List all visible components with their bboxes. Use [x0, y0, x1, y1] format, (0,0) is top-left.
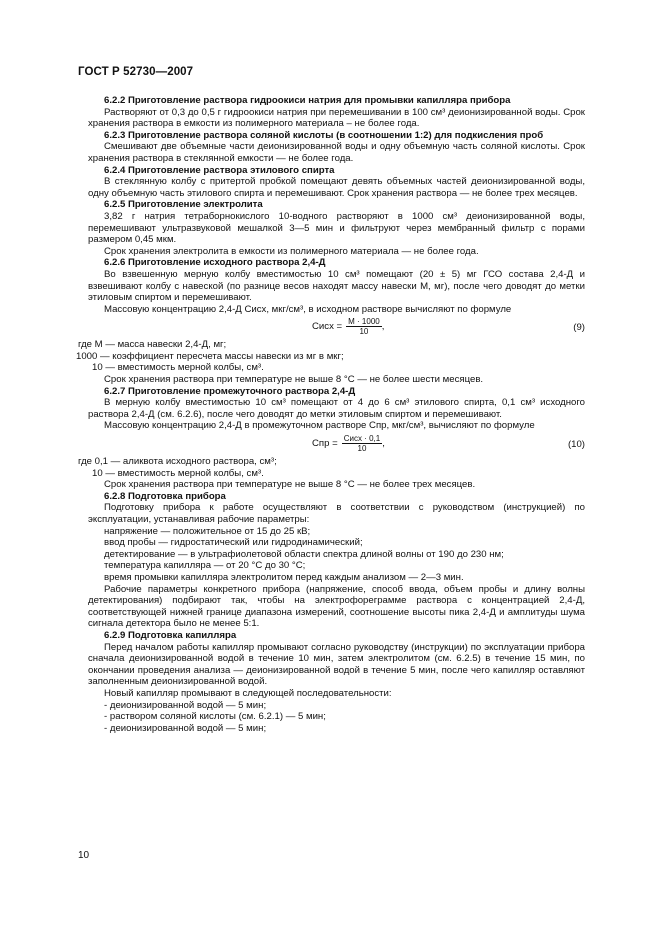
sequence-item: - деионизированной водой — 5 мин; [104, 722, 267, 734]
section-6-2-9-title: 6.2.9 Подготовка капилляра [104, 629, 237, 641]
section-6-2-7-storage: Срок хранения раствора при температуре не выше 8 °С — не более трех месяцев. [104, 479, 476, 491]
parameter-item: ввод пробы — гидростатический или гидродинамический; [104, 537, 363, 549]
section-6-2-9-sequence-intro: Новый капилляр промывают в следующей последовательности: [104, 687, 392, 699]
formula-10-numerator: Сисх · 0,1 [343, 434, 381, 444]
section-6-2-4-text: В стеклянную колбу с притертой пробкой помещают девять объемных частей деионизированной воды, одну объемную часть этилового спирта и перемешивают. Срок хранения раствора — не более трех месяцев. [88, 176, 585, 199]
where-aliquot: где 0,1 — аликвота исходного раствора, см³; [78, 456, 277, 468]
section-6-2-7-formula-intro: Массовую концентрацию 2,4-Д в промежуточном растворе Спр, мкг/см³, вычисляют по формуле [104, 420, 535, 432]
formula-10-number: (10) [567, 439, 585, 451]
section-6-2-3-title: 6.2.3 Приготовление раствора соляной кислоты (в соотношении 1:2) для подкисления проб [104, 129, 544, 141]
formula-10-lhs: Спр = [312, 437, 338, 449]
section-6-2-9-text: Перед началом работы капилляр промывают согласно руководству (инструкции) по эксплуатации прибора сначала деионизированной водой в течение 10 мин, затем электролитом (см. 6.2.5) в течение 15 мин, по окончании проведения анализа — деионизированной водой в течение 5 мин, после чего капилляр оставляют заполненным деионизированной водой. [88, 641, 585, 688]
where-mass: где М — масса навески 2,4-Д, мг; [78, 339, 227, 351]
parameter-item: напряжение — положительное от 15 до 25 кВ; [104, 525, 311, 537]
formula-9-lhs: Сисх = [312, 320, 343, 332]
where-volume: 10 — вместимость мерной колбы, см³. [92, 362, 264, 374]
section-6-2-7-title: 6.2.7 Приготовление промежуточного раствора 2,4-Д [104, 385, 356, 397]
section-6-2-8-title: 6.2.8 Подготовка прибора [104, 490, 226, 502]
section-6-2-5-title: 6.2.5 Приготовление электролита [104, 199, 263, 211]
where-coefficient: 1000 — коэффициент пересчета массы навески из мг в мкг; [76, 350, 344, 362]
section-6-2-6-text: Во взвешенную мерную колбу вместимостью 10 см³ помещают (20 ± 5) мг ГСО состава 2,4-Д и взвешивают колбу с навеской (по разнице весов находят массу навески М, мг), после чего доводят до метки этиловым спиртом и перемешивают. [88, 268, 585, 304]
section-6-2-4-title: 6.2.4 Приготовление раствора этилового спирта [104, 164, 335, 176]
sequence-item: - раствором соляной кислоты (см. 6.2.1) — 5 мин; [104, 711, 326, 723]
formula-10-end: , [382, 437, 385, 449]
formula-9-fraction [346, 317, 382, 336]
section-6-2-5-storage: Срок хранения электролита в емкости из полимерного материала — не более года. [104, 245, 479, 257]
formula-9-number: (9) [573, 322, 585, 334]
section-6-2-3-text: Смешивают две объемные части деионизированной воды и одну объемную часть соляной кислоты. Срок хранения раствора в стеклянной емкости — не более года. [88, 141, 585, 164]
parameter-item: время промывки капилляра электролитом перед каждым анализом — 2—3 мин. [104, 571, 464, 583]
formula-9-end: , [381, 320, 385, 332]
formula-9 [88, 315, 585, 339]
section-6-2-8-text: Подготовку прибора к работе осуществляют в соответствии с руководством (инструкцией) по эксплуатации, устанавливая рабочие параметры: [88, 502, 585, 525]
section-6-2-5-text: 3,82 г натрия тетраборнокислого 10-водного растворяют в 1000 см³ деионизированной воды, перемешивают ультразвуковой мешалкой 3—5 мин и фильтруют через мембранный фильтр с порами размером 0,45 мкм. [88, 210, 585, 246]
where-volume-2: 10 — вместимость мерной колбы, см³. [92, 467, 264, 479]
formula-10 [88, 432, 585, 456]
section-6-2-7-text: В мерную колбу вместимостью 10 см³ помещают от 4 до 6 см³ этилового спирта, 0,1 см³ исходного раствора 2,4-Д (см. 6.2.6), после чего доводят до метки этиловым спиртом и перемешивают. [88, 397, 585, 420]
section-6-2-6-title: 6.2.6 Приготовление исходного раствора 2,4-Д [104, 257, 326, 269]
document-body [76, 95, 585, 734]
formula-10-denominator: 10 [357, 444, 367, 454]
section-6-2-6-storage: Срок хранения раствора при температуре не выше 8 °С — не более шести месяцев. [104, 374, 484, 386]
parameter-item: детектирование — в ультрафиолетовой области спектра длиной волны от 190 до 230 нм; [104, 548, 504, 560]
section-6-2-2-title: 6.2.2 Приготовление раствора гидроокиси натрия для промывки капилляра прибора [104, 95, 511, 106]
formula-9-denominator: 10 [359, 327, 369, 337]
formula-10-fraction [342, 434, 382, 453]
section-6-2-6-formula-intro: Массовую концентрацию 2,4-Д Сисх, мкг/см³, в исходном растворе вычисляют по формуле [104, 303, 512, 315]
sequence-item: - деионизированной водой — 5 мин; [104, 699, 267, 711]
section-6-2-8-parameters-text: Рабочие параметры конкретного прибора (напряжение, способ ввода, объем пробы и длину волны детектирования) подбирают так, чтобы на электрофореграмме раствора с концентрацией 2,4-Д, соответствующей нижней границе диапазона измерений, соотношение высоты пика 2,4-Д и амплитуды шума сигнала детектора было не менее 5:1. [88, 583, 585, 630]
section-6-2-2-text: Растворяют от 0,3 до 0,5 г гидроокиси натрия при перемешивании в 100 см³ деионизированной воды. Срок хранения раствора в емкости из полимерного материала – не более года. [88, 106, 585, 130]
formula-9-numerator: М · 1000 [348, 317, 380, 327]
document-header: ГОСТ Р 52730—2007 [78, 66, 194, 78]
page-number: 10 [78, 850, 90, 861]
parameter-item: температура капилляра — от 20 °С до 30 °С; [104, 560, 306, 572]
